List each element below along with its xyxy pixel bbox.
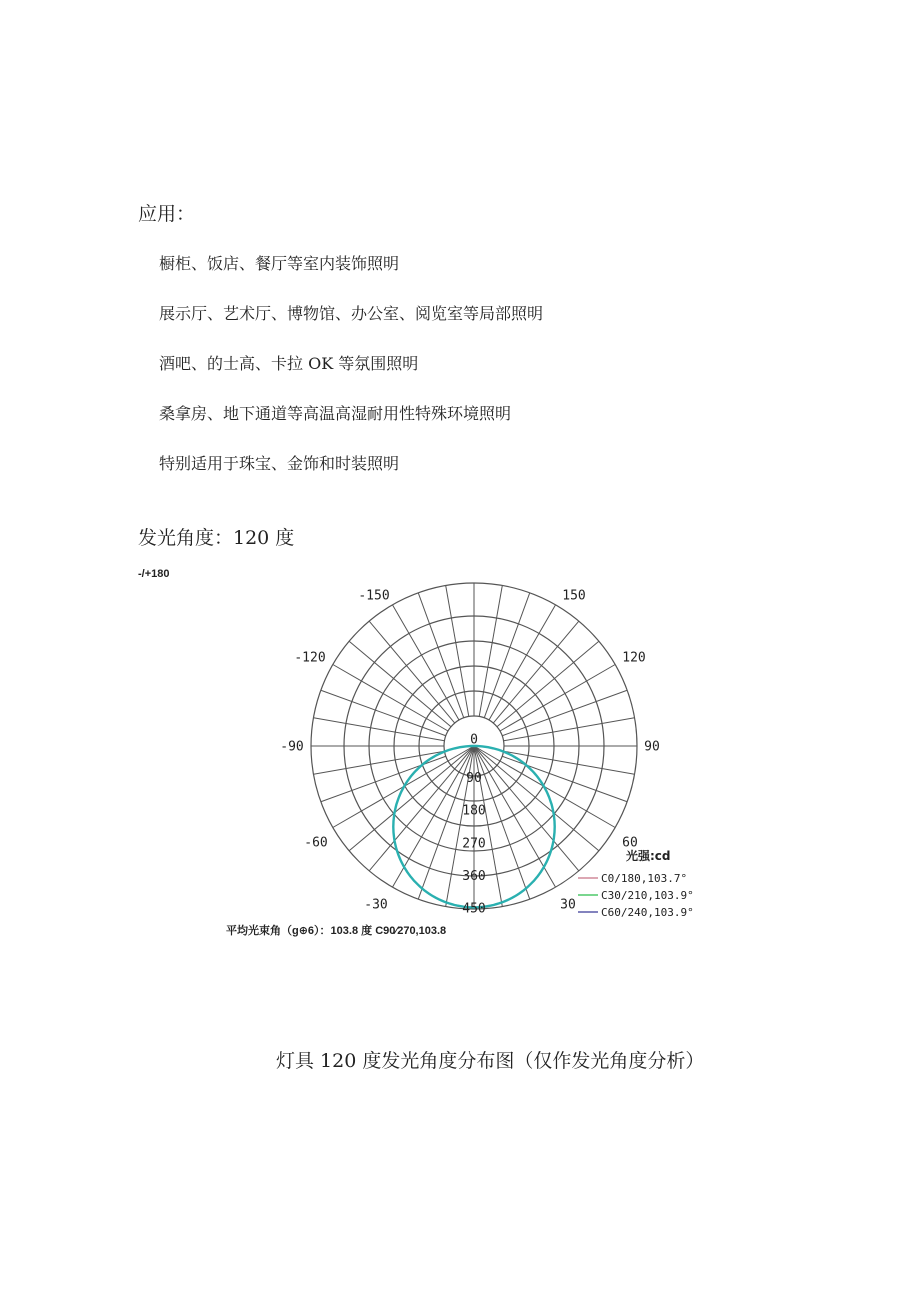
grid-spoke [333,665,448,732]
grid-spoke [393,605,460,720]
angle-tick-label: -60 [304,835,328,851]
angle-tick-label: -120 [294,650,326,666]
angle-tick-label: -150 [358,588,390,604]
application-item: 特别适用于珠宝、金饰和时装照明 [159,454,400,473]
grid-spoke [502,756,627,801]
angle-tick-label: -90 [280,739,304,755]
grid-spoke [500,761,615,828]
radial-tick-label: 360 [462,868,486,884]
angle-tick-label: 30 [560,897,576,913]
angle-tick-label: 60 [622,835,638,851]
application-heading: 应用： [138,203,196,225]
grid-spoke [484,593,529,718]
grid-spoke [502,690,627,735]
legend-entry: C60/240,103.9° [601,906,694,919]
legend-entry: C0/180,103.7° [601,872,688,885]
range-label: -/+180 [138,568,170,580]
radial-tick-label: 90 [466,771,482,787]
radial-tick-label: 0 [470,732,478,748]
grid-spoke [418,774,463,899]
angle-tick-label: 120 [622,650,646,666]
application-item: 酒吧、的士高、卡拉 OK 等氛围照明 [159,354,419,373]
application-item: 展示厅、艺术厅、博物馆、办公室、阅览室等局部照明 [159,304,544,323]
legend-title: 光强:cd [626,849,671,863]
legend-entry: C30/210,103.9° [601,889,694,902]
grid-spoke [321,756,446,801]
grid-spoke [418,593,463,718]
grid-spoke [333,761,448,828]
figure-caption: 灯具 120 度发光角度分布图（仅作发光角度分析） [276,1050,705,1072]
angle-tick-label: 150 [562,588,586,604]
grid-spoke [500,665,615,732]
grid-spoke [455,746,474,769]
application-item: 桑拿房、地下通道等高温高湿耐用性特殊环境照明 [159,404,512,423]
application-item: 橱柜、饭店、餐厅等室内装饰照明 [159,254,400,273]
beam-summary: 平均光束角（g⊕6）：103.8 度 C90⁄270,103.8 [226,925,447,937]
grid-spoke [489,605,556,720]
radial-tick-label: 450 [462,901,486,917]
grid-spoke [474,746,493,769]
beam-angle-heading: 发光角度：120 度 [138,527,295,549]
angle-tick-label: -30 [364,897,388,913]
radial-tick-label: 270 [462,836,486,852]
angle-tick-label: 90 [644,739,660,755]
polar-light-distribution-chart [270,578,720,918]
grid-spoke [321,690,446,735]
radial-tick-label: 180 [462,803,486,819]
grid-spoke [484,774,529,899]
